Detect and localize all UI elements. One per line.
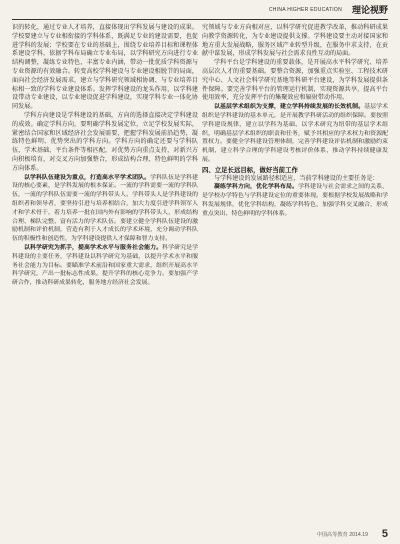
lead-text: 学科建设与社会需求之间的关系，是学校办学特色与学科建设定位的重要体现。要根据学校发展战略和学科发展规律，优化学科结构，凝练学科特色，加强学科交叉融合，形成重点突出、特色鲜明的学科体系。 — [202, 184, 389, 217]
paragraph: 究领域与专业方向相对应，以科学研究促进教学改革，推动科研成果向教学资源转化，为专业建设提供支撑。学科建设要主动对接国家和地方重大发展战略，服务区域产业转型升级，在服务中求支持，在贡献中谋发展，形成学科发展与社会需求良性互动的局面。 — [202, 24, 388, 58]
lead-label: 凝练学科方向，优化学科布局。 — [214, 184, 299, 191]
lead-paragraph — [12, 174, 198, 244]
lead-label: 以科学研究为抓手，提高学术水平与服务社会能力。 — [24, 244, 163, 251]
lead-text: 基层学术组织是学科建设的基本单元，是开展教学科研活动的组织保障。要按照学科建设规律，建立以学科为基础、以学术研究为纽带的基层学术组织，明确基层学术组织的职责和任务，赋予其相应的学术权力和资源配置权力。要健全学科建设管理体制，完善学科建设评估机制和激励约束机制，建立科学合理的学科建设考核评价体系，推动学科持续健康发展。 — [202, 104, 389, 163]
lead-text: 科学研究是学科建设的主要任务，学科建设以科学研究为基础，以提升学术水平和服务社会能力为目标。要瞄准学术前沿和国家重大需求，组织开展高水平科学研究，产出一批标志性成果，提升学科的核心竞争力。要加强产学研合作，推动科研成果转化，服务地方经济社会发展。 — [12, 244, 199, 287]
journal-english-title: CHINA HIGHER EDUCATION — [268, 7, 342, 13]
journal-issue: 中国高等教育 2014.19 — [316, 532, 368, 538]
paragraph: 识的转化，通过专业人才培养，直接体现出学科发展与建设的成果。学校要建立与专业相衔接的学科体系，既满足专业的建设需要，也促进学科的发展；学校要在专业的基础上，围绕专业培养目标和课程体系建设学科，依据学科布局确立专业布局，以学科研究方向进行专业结构调整，凝练专业特色，丰富专业内涵，带动一批优质学科资源与专业资源的有效融合。转变高校学科建设与专业建设相脱节的局面，面向社会经济发展需求，建立与学科研究领域相协调、与专业培养目标相一致的学科专业建设体系。发挥学科建设的龙头作用，以学科建设带动专业建设，以专业建设促进学科建设，实现学科专业一体化协同发展。 — [12, 24, 198, 111]
section-title: 理论视野 — [351, 6, 388, 16]
paragraph: 学科平台是学科建设的重要载体，是开展高水平科学研究、培养高层次人才的重要基础。要整合资源，加强重点实验室、工程技术研究中心、人文社会科学研究基地等科研平台建设，为学科发展提供条件保障。要完善学科平台的管理运行机制，实现资源共享，提高平台使用效率，充分发挥平台的集聚效应和辐射带动作用。 — [202, 59, 388, 102]
lead-text: 学科队伍是学科建设的核心要素，是学科发展的根本保证。一流的学科需要一流的学科队伍，一流的学科队伍需要一流的学科带头人。学科带头人是学科建设的组织者和领导者，要坚持引进与培养相结合，加大力度引进学科领军人才和学术骨干，着力培养一批在国内外有影响的学科带头人，形成结构合理、梯队完整、富有活力的学术队伍。要建立健全学科队伍建设的激励机制和评价机制，营造有利于人才成长的学术环境，充分调动学科队伍的积极性和创造性，为学科建设提供人才保障和智力支持。 — [12, 174, 199, 243]
page-footer — [0, 526, 400, 544]
right-column — [202, 24, 388, 219]
page-header — [0, 0, 400, 22]
paragraph: 与学科建设的发展路径相适应，当前学科建设的主要任务是： — [214, 174, 379, 182]
section-heading: 四、立足长远目标，做好当前工作 — [202, 165, 298, 174]
lead-paragraph — [202, 103, 388, 165]
lead-paragraph — [12, 244, 198, 288]
lead-label: 以学科队伍建设为重点，打造高水平学术团队。 — [24, 174, 151, 181]
lead-label: 以基层学术组织为支撑，建立学科持续发展的长效机制。 — [214, 104, 365, 111]
left-column — [12, 24, 198, 288]
header-rule — [12, 19, 388, 20]
paragraph: 学科方向建设是学科建设的基础，方向的选择直接决定学科建设的成效。确定学科方向，要明确学科发展定位，立足学校发展实际，紧密结合国家和区域经济社会发展需要，把握学科发展前沿趋势，凝练特色鲜明、优势突出的学科方向。学科方向的确定还要与学科队伍、学术基础、平台条件等相匹配，对优势方向重点支持，对新兴方向积极培育，对交叉方向加强整合，形成结构合理、特色鲜明的学科方向体系。 — [12, 111, 198, 172]
page-number: 5 — [381, 528, 388, 540]
lead-paragraph — [202, 183, 388, 218]
